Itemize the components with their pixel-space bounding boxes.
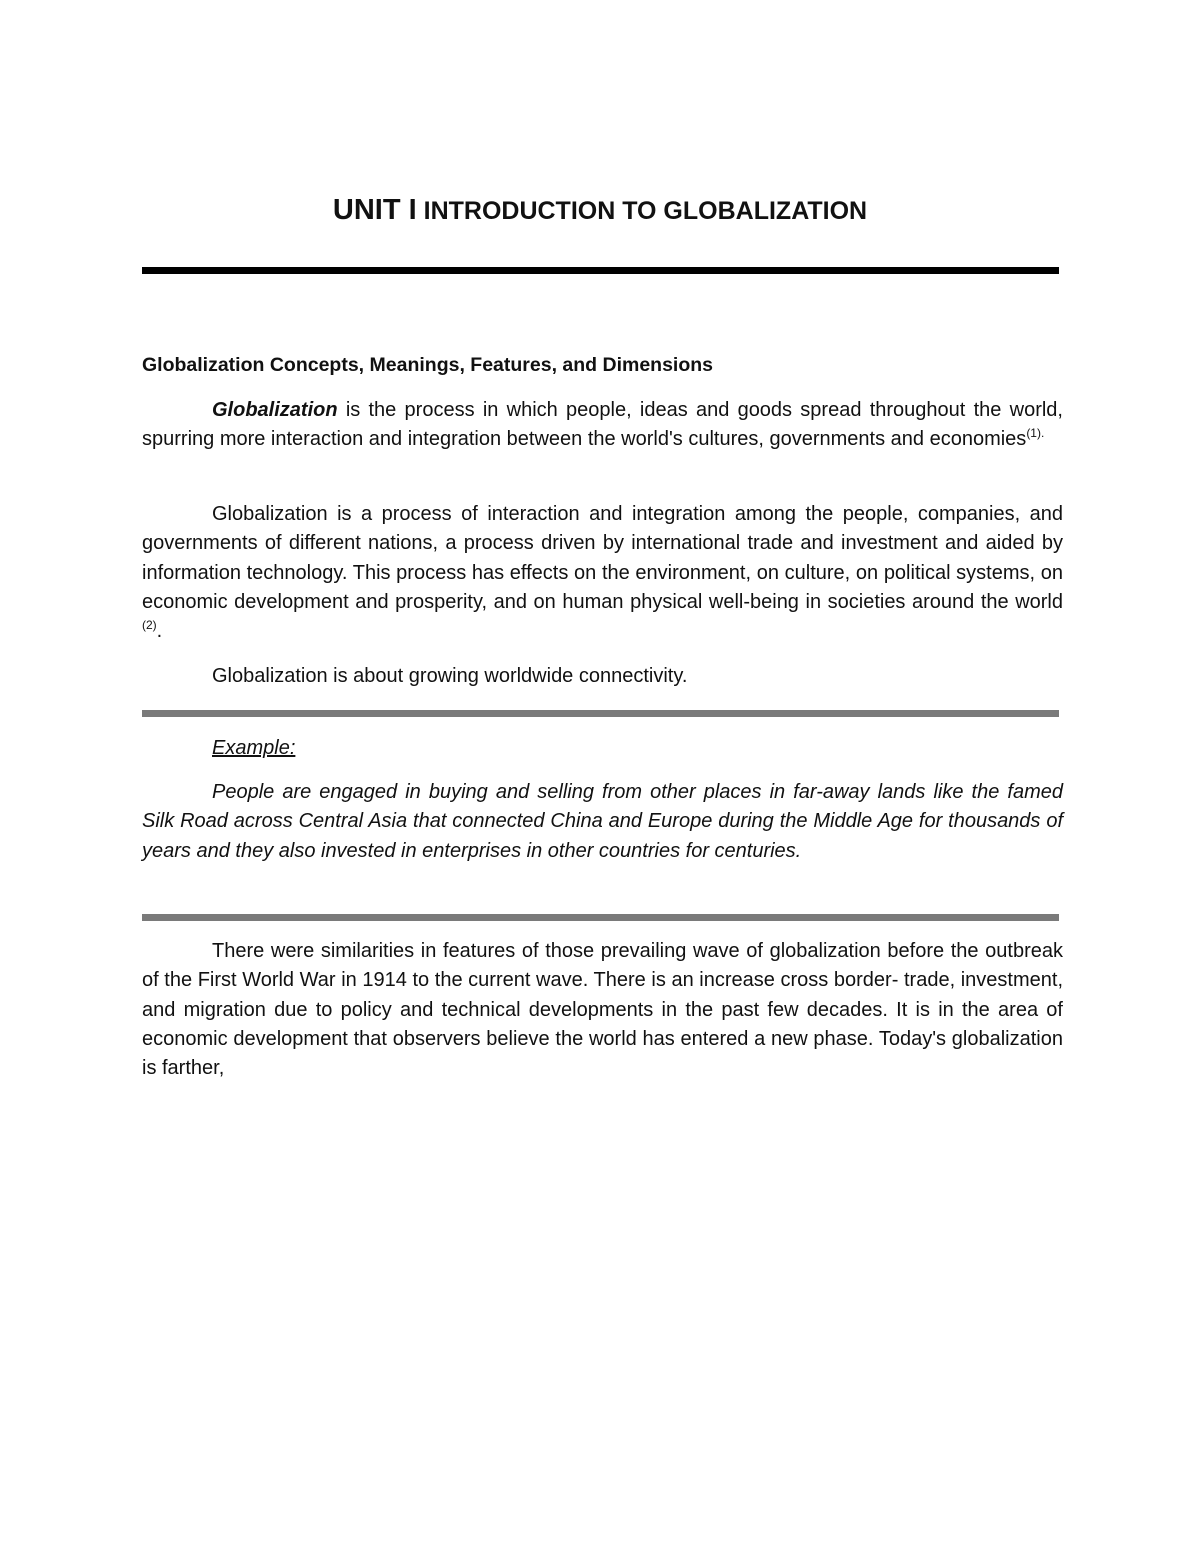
example-label: Example: <box>212 737 296 759</box>
definition-text-2: Globalization is a process of interaction and integration among the people, companies, and governments of different nations, a process driven by international trade and investment and aided by information technology. This process has effects on the environment, on culture, on political systems, on economic development and prosperity, and on human physical well-being in societies around the world <box>142 503 1063 613</box>
title-divider <box>142 267 1059 274</box>
page-title <box>0 192 1200 229</box>
defined-term: Globalization <box>212 399 338 421</box>
example-label-line <box>142 734 1063 763</box>
unit-title: INTRODUCTION TO GLOBALIZATION <box>423 197 868 225</box>
definition-paragraph-1 <box>142 396 1063 455</box>
section-heading: Globalization Concepts, Meanings, Features, and Dimensions <box>142 354 714 376</box>
sentence-end: . <box>156 620 163 643</box>
example-top-divider <box>142 710 1059 717</box>
definition-paragraph-2 <box>142 500 1063 646</box>
reference-marker-2: (2) <box>142 618 157 633</box>
history-paragraph: There were similarities in features of those prevailing wave of globalization before the outbreak of the First World War in 1914 to the current wave. There is an increase cross border- trade, investment, and migration due to policy and technical developments in the past few decades. It is in the area of economic development that observers believe the world has entered a new phase. Today's globalization is farther, <box>142 940 1063 1080</box>
connectivity-paragraph: Globalization is about growing worldwide connectivity. <box>212 665 688 687</box>
definition-text: is the process in which people, ideas and goods spread throughout the world, spurring more interaction and integration between the world's cultures, governments and economies <box>142 399 1063 451</box>
example-paragraph: People are engaged in buying and selling from other places in far-away lands like the famed Silk Road across Central Asia that connected China and Europe during the Middle Age for thousands of years and they also invested in enterprises in other countries for centuries. <box>142 781 1063 862</box>
example-bottom-divider <box>142 914 1059 921</box>
unit-label: UNIT I <box>332 194 417 226</box>
reference-marker-1: (1). <box>1026 426 1045 441</box>
